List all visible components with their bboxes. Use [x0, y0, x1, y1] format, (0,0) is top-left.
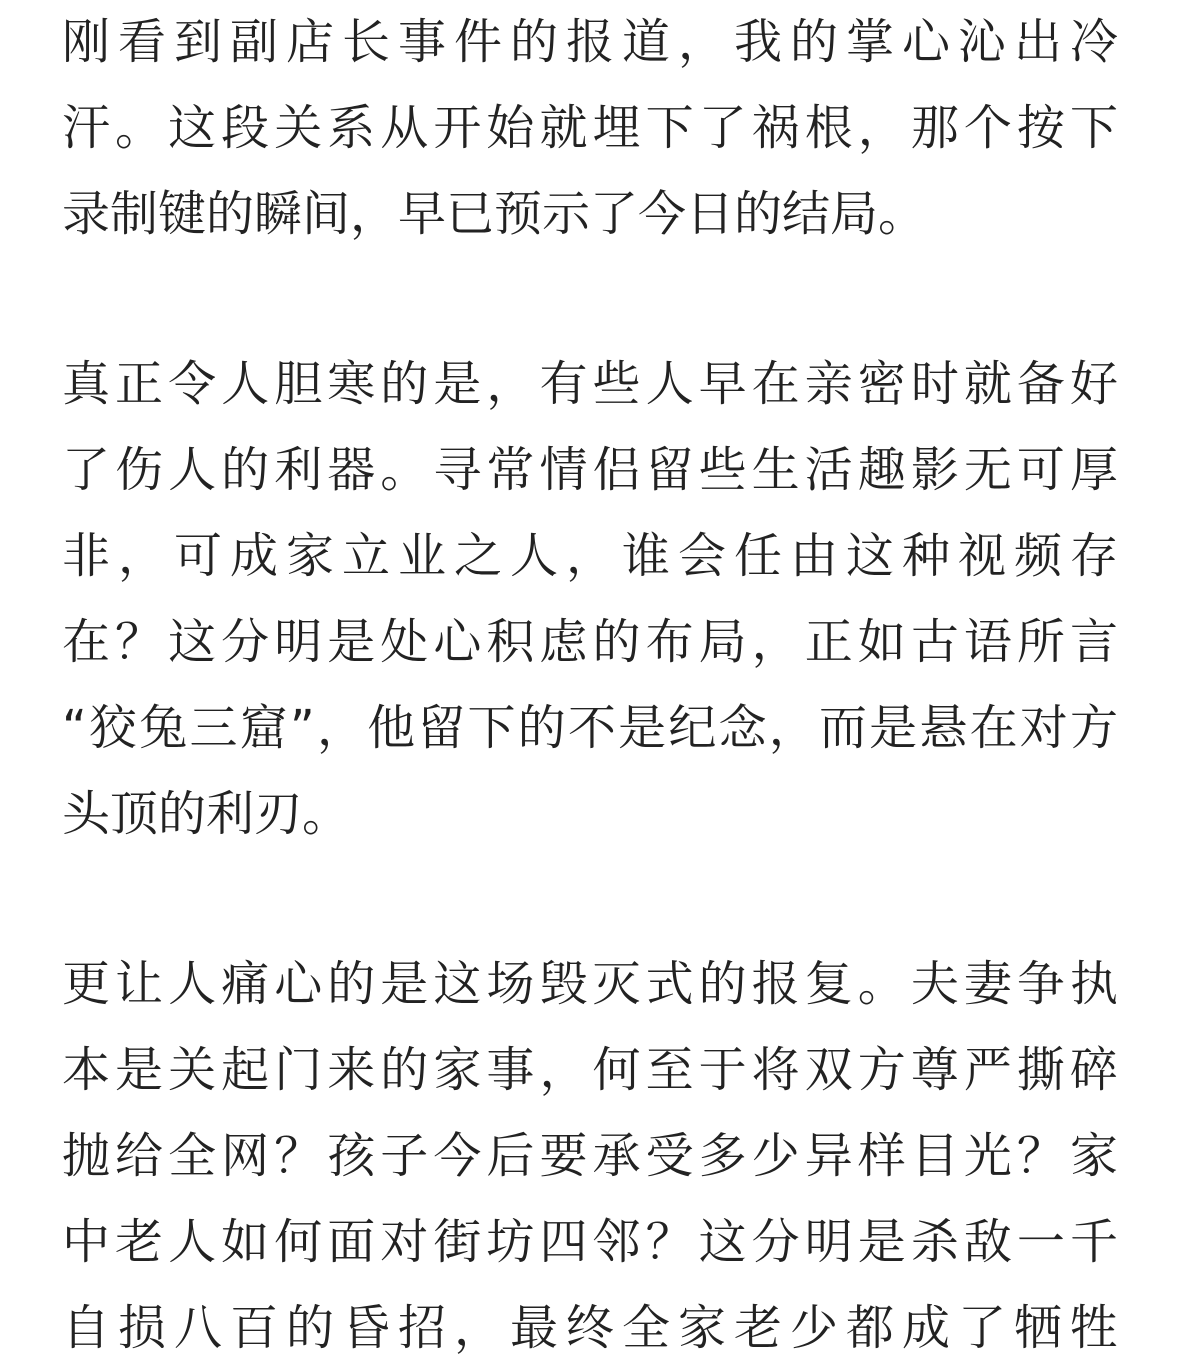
paragraph-1 [62, 0, 1118, 257]
article-body [62, 0, 1118, 1371]
text-line: 抛给全网？孩子今后要承受多少异样目光？家 [62, 1128, 1118, 1184]
paragraph-3 [62, 941, 1118, 1371]
text-line: 了伤人的利器。寻常情侣留些生活趣影无可厚 [62, 442, 1118, 498]
text-line: 汗。这段关系从开始就埋下了祸根，那个按下 [62, 100, 1118, 156]
text-line: 本是关起门来的家事，何至于将双方尊严撕碎 [62, 1042, 1118, 1098]
text-line: 在？这分明是处心积虑的布局，正如古语所言 [62, 614, 1118, 670]
text-line: 非，可成家立业之人，谁会任由这种视频存 [62, 528, 1118, 584]
text-line: “狡兔三窟”，他留下的不是纪念，而是悬在对方 [62, 700, 1118, 756]
text-line: 中老人如何面对街坊四邻？这分明是杀敌一千 [62, 1214, 1118, 1270]
paragraph-2 [62, 341, 1118, 857]
text-line: 头顶的利刃。 [62, 786, 351, 842]
text-line: 自损八百的昏招，最终全家老少都成了牺牲 [62, 1300, 1118, 1356]
text-line: 更让人痛心的是这场毁灭式的报复。夫妻争执 [62, 956, 1118, 1012]
text-line: 刚看到副店长事件的报道，我的掌心沁出冷 [62, 14, 1118, 70]
text-line: 真正令人胆寒的是，有些人早在亲密时就备好 [62, 356, 1118, 412]
text-line: 录制键的瞬间，早已预示了今日的结局。 [62, 186, 927, 242]
